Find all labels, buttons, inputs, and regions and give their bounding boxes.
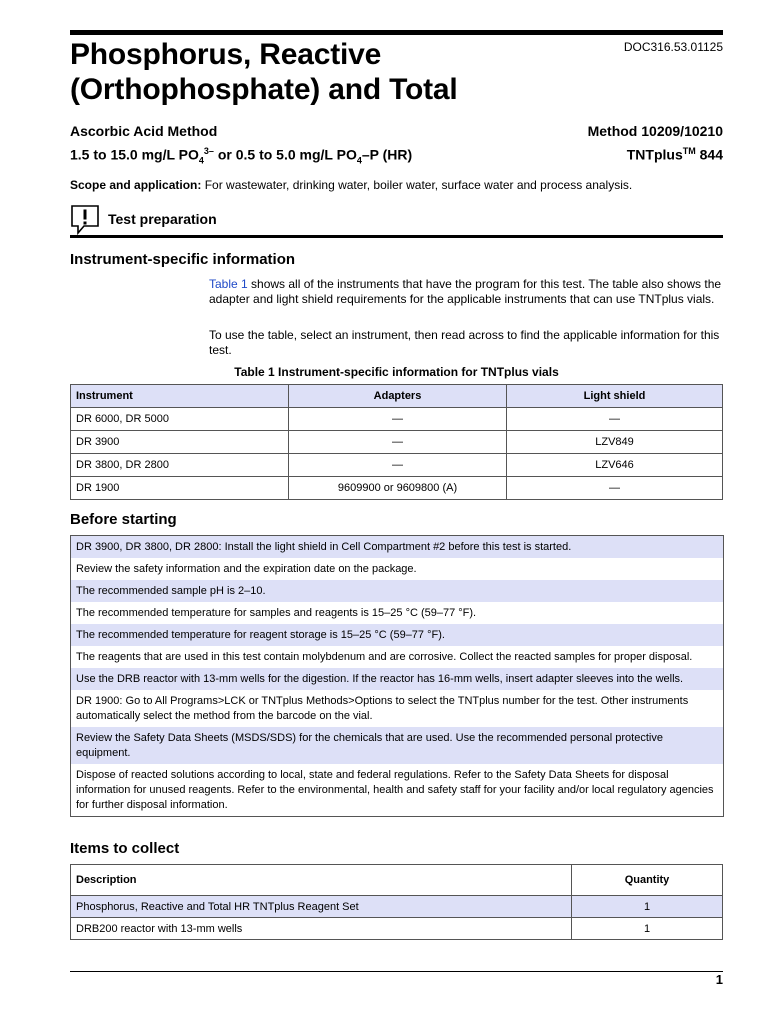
- page-number: 1: [715, 972, 723, 987]
- instrument-paragraph-2: To use the table, select an instrument, then read across to find the applicable information for this test.: [209, 328, 720, 357]
- table-row: [71, 431, 723, 454]
- instrument-paragraph-1: Table 1 shows all of the instruments that have the program for this test. The table also shows the adapter and light shield requirements for the applicable instruments that can use TNTplus vials.: [209, 277, 722, 306]
- table-cell: —: [507, 408, 723, 431]
- method-number: Method 10209/10210: [587, 123, 723, 139]
- table-row: [71, 408, 723, 431]
- column-header: Instrument: [71, 385, 289, 408]
- table-cell: DR 1900: [71, 477, 289, 500]
- product-name: TNTplus™ 844: [626, 146, 723, 163]
- table-cell: Phosphorus, Reactive and Total HR TNTplus Reagent Set: [71, 896, 572, 918]
- table-cell: —: [289, 431, 507, 454]
- list-item: Review the safety information and the expiration date on the package.: [76, 563, 417, 575]
- table-header-row: [71, 865, 723, 896]
- top-rule: [70, 30, 723, 35]
- instrument-heading: Instrument-specific information: [70, 251, 296, 268]
- list-item: DR 3900, DR 3800, DR 2800: Install the light shield in Cell Compartment #2 before this test is started.: [71, 536, 723, 558]
- table-row: [71, 918, 723, 940]
- table-cell: LZV646: [507, 454, 723, 477]
- page-title: [70, 37, 590, 107]
- table-cell: —: [289, 454, 507, 477]
- list-item: Dispose of reacted solutions according to local, state and federal regulations. Refer to the Safety Data Sheets for disposal information for unused reagents. Refer to the environmental, health and safety staff for your facility and/or local regulatory agencies for further disposal information.: [76, 769, 714, 811]
- title-line-1: Phosphorus, Reactive: [70, 38, 382, 71]
- table-cell: DRB200 reactor with 13-mm wells: [71, 918, 572, 940]
- footer-rule: [70, 971, 723, 972]
- measurement-range: 1.5 to 15.0 mg/L $PO_4^{3-}$ or 0.5 to 5.0 mg/L $PO_4-P$ (HR): [70, 146, 413, 166]
- instrument-table: [70, 384, 723, 500]
- table-row: [71, 896, 723, 918]
- table-cell: 1: [572, 896, 723, 918]
- items-table: [70, 864, 723, 940]
- column-header: Light shield: [507, 385, 723, 408]
- table-cell: DR 3900: [71, 431, 289, 454]
- table-caption: Table 1 Instrument-specific information for TNTplus vials: [234, 365, 559, 379]
- table-cell: LZV849: [507, 431, 723, 454]
- list-item: Review the Safety Data Sheets (MSDS/SDS) for the chemicals that are used. Use the recommended personal protective equipment.: [71, 727, 723, 764]
- before-starting-heading: Before starting: [70, 511, 177, 528]
- table-cell: 1: [572, 918, 723, 940]
- list-item: The recommended sample pH is 2–10.: [71, 580, 723, 602]
- column-header: Quantity: [572, 865, 723, 896]
- table-row: [71, 477, 723, 500]
- list-item: The recommended temperature for reagent storage is 15–25 °C (59–77 °F).: [71, 624, 723, 646]
- table-cell: —: [507, 477, 723, 500]
- table-cell: DR 6000, DR 5000: [71, 408, 289, 431]
- table-row: [71, 454, 723, 477]
- column-header: Adapters: [289, 385, 507, 408]
- list-item: DR 1900: Go to All Programs>LCK or TNTplus Methods>Options to select the TNTplus number for the test. Other instruments automatically select the method from the barcode on the vial.: [76, 695, 689, 722]
- table-1-link[interactable]: Table 1: [209, 277, 248, 291]
- table-cell: 9609900 or 9609800 (A): [289, 477, 507, 500]
- scope-text: For wastewater, drinking water, boiler water, surface water and process analysis.: [201, 178, 633, 192]
- column-header: Description: [71, 865, 572, 896]
- table-cell: DR 3800, DR 2800: [71, 454, 289, 477]
- document-id: DOC316.53.01125: [623, 40, 723, 54]
- method-name: Ascorbic Acid Method: [70, 123, 218, 139]
- list-item: The recommended temperature for samples and reagents is 15–25 °C (59–77 °F).: [76, 607, 477, 619]
- test-preparation-header: [70, 203, 723, 238]
- range-row: [70, 146, 723, 165]
- table-cell: —: [289, 408, 507, 431]
- scope-statement: [70, 178, 723, 192]
- table-header-row: [71, 385, 723, 408]
- list-item: The reagents that are used in this test contain molybdenum and are corrosive. Collect the reacted samples for proper disposal.: [76, 651, 693, 663]
- before-starting-list: [70, 535, 724, 817]
- scope-label: Scope and application:: [70, 178, 202, 192]
- method-row: [70, 123, 723, 139]
- warning-note-icon: [70, 203, 100, 235]
- list-item: Use the DRB reactor with 13-mm wells for the digestion. If the reactor has 16-mm wells, insert adapter sleeves into the wells.: [71, 668, 723, 690]
- items-to-collect-heading: Items to collect: [70, 840, 180, 857]
- title-line-2: (Orthophosphate) and Total: [70, 73, 458, 106]
- section-title: Test preparation: [108, 211, 217, 227]
